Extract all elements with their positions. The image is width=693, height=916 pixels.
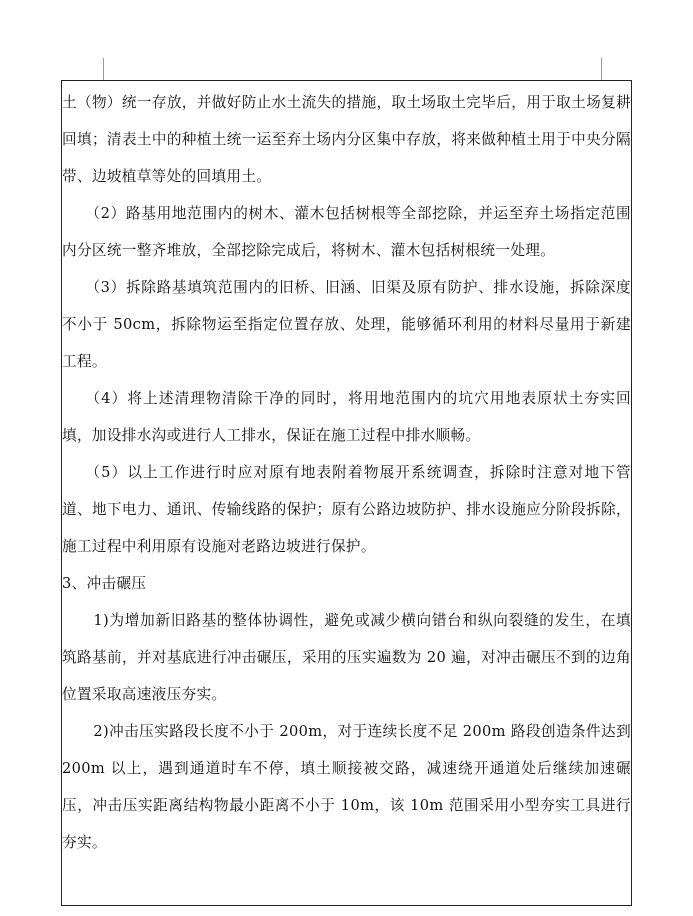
text-line: （3）拆除路基填筑范围内的旧桥、旧涵、旧渠及原有防护、排水设施，拆 (85, 279, 586, 296)
paragraph (62, 380, 631, 454)
text-line: 夯实工具进行夯实。 (62, 797, 631, 851)
paragraph (62, 454, 631, 565)
text-line: 续加速碾压，冲击压实距离结构物最小距离不小于 10m，该 10m 范围采用小型 (62, 760, 631, 814)
text-line: （5）以上工作进行时应对原有地表附着物展开系统调查，拆除时注意对地 (85, 464, 601, 481)
paragraph (62, 602, 631, 713)
document-body (62, 84, 631, 861)
text-line: 实回填，加设排水沟或进行人工排水，保证在施工过程中排水顺畅。 (62, 390, 632, 444)
text-line: 1)为增加新旧路基的整体协调性，避免或减少横向错台和纵向裂缝的发 (93, 612, 570, 629)
text-line: 定范围内分区统一整齐堆放，全部挖除完成后，将树木、灌木包括树根统一处 (62, 205, 631, 259)
paragraph (62, 195, 631, 269)
text-line: 生，在填筑路基前，并对基底进行冲击碾压，采用的压实遍数为 20 遍，对冲 (62, 612, 631, 666)
text-line: 下管道、地下电力、通讯、传输线路的保护；原有公路边坡防护、排水设施应 (62, 464, 632, 518)
text-line: 2)冲击压实路段长度不小于 200m，对于连续长度不足 200m 路段创造条件 (93, 723, 602, 740)
text-line: 土（物）统一存放，并做好防止水土流失的措施，取土场取土完毕后，用于取 (62, 94, 572, 111)
text-line: 分阶段拆除，施工过程中利用原有设施对老路边坡进行保护。 (62, 501, 632, 555)
paragraph (62, 269, 631, 380)
text-line: 除深度不小于 50cm，拆除物运至指定位置存放、处理，能够循环利用的材料尽 (62, 279, 631, 333)
paragraph (62, 84, 631, 195)
crop-mark-right (601, 58, 602, 80)
text-line: 理。 (525, 242, 556, 259)
text-line: 3、冲击碾压 (62, 575, 147, 592)
text-line: （2）路基用地范围内的树木、灌木包括树根等全部挖除，并运至弃土场指 (85, 205, 586, 222)
text-line: 击碾压不到的边角位置采取高速液压夯实。 (62, 649, 631, 703)
text-line: （4）将上述清理物清除干净的同时，将用地范围内的坑穴用地表原状土夯 (85, 390, 601, 407)
section-heading (62, 565, 631, 602)
text-line: 土场复耕回填；清表土中的种植土统一运至弃土场内分区集中存放，将来做种 (62, 94, 631, 148)
crop-mark-left (103, 58, 104, 80)
text-line: 达到 200m 以上，遇到通道时车不停，填土顺接被交路，减速绕开通道处后继 (62, 723, 632, 777)
text-line: 量用于新建工程。 (62, 316, 631, 370)
text-line: 植土用于中央分隔带、边坡植草等处的回填用土。 (62, 131, 631, 185)
paragraph (62, 713, 631, 861)
